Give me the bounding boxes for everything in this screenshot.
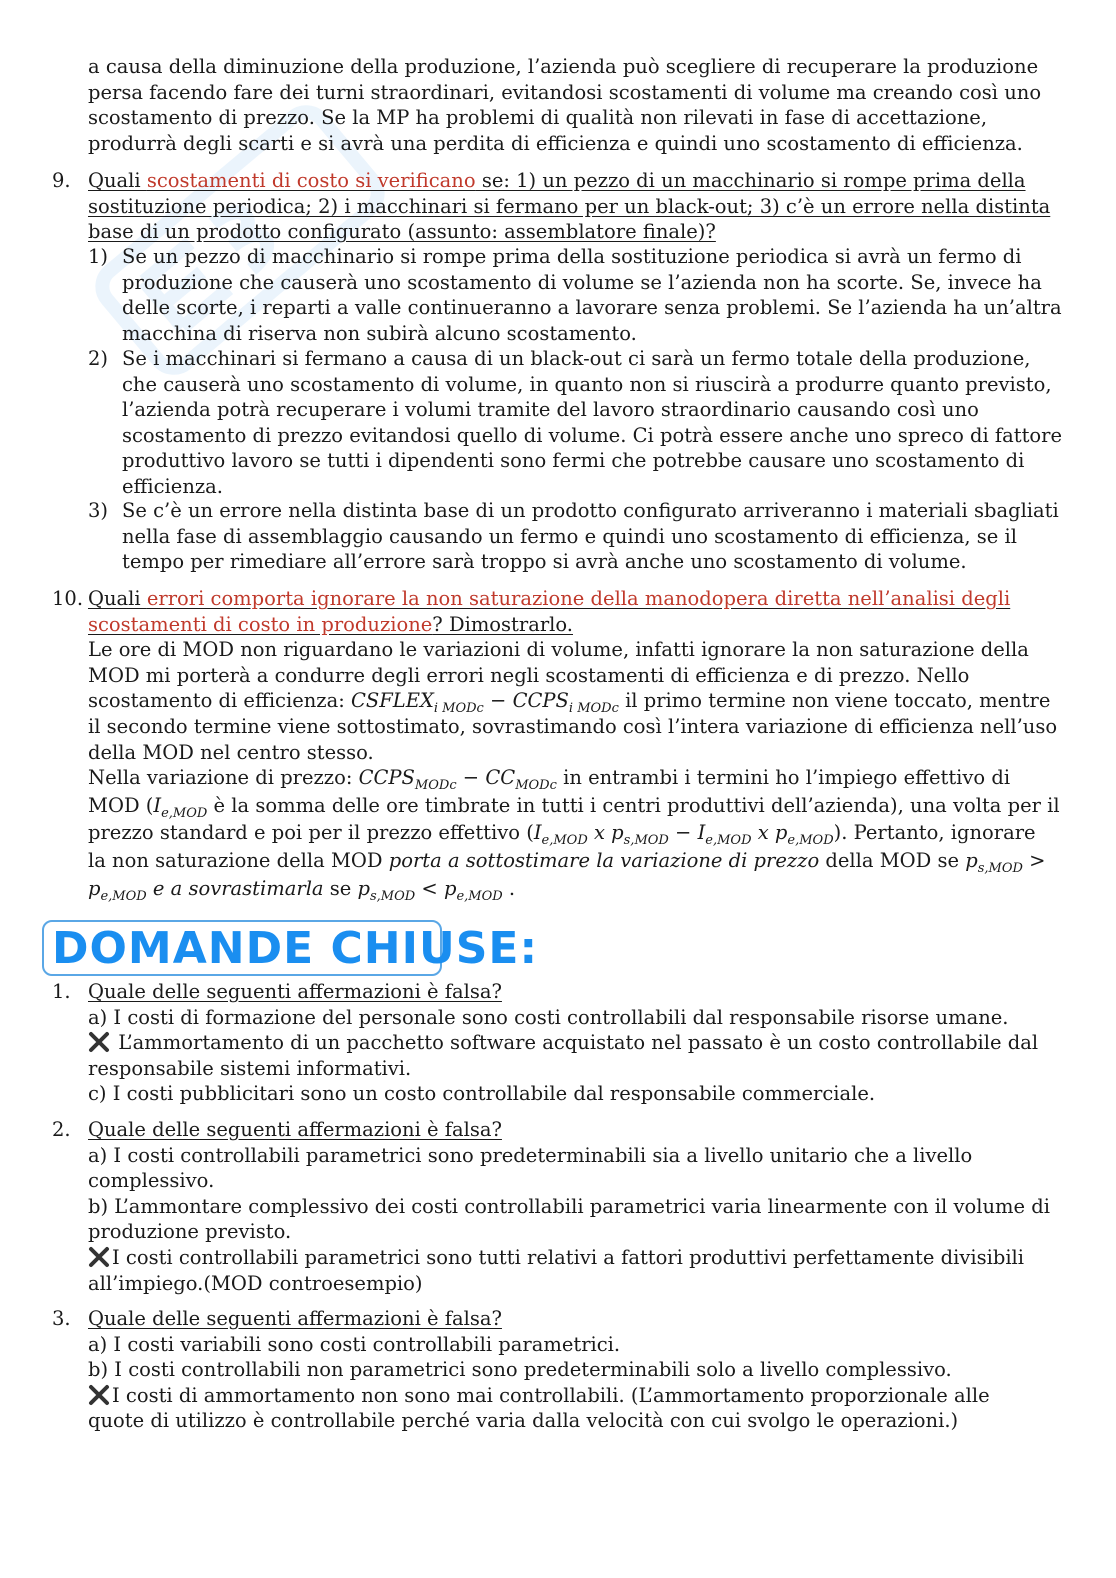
option-b: b) L’ammontare complessivo dei costi controllabili parametrici varia linearmente con il volume di (88, 1194, 1050, 1218)
formula-sub: MODc (414, 778, 457, 794)
formula-sub: s,MOD (370, 888, 416, 904)
question-number: 3. (52, 1307, 71, 1330)
answer-number: 1) (88, 245, 109, 268)
formula (358, 766, 557, 794)
text-line: Se i macchinari si fermano a causa di un black-out ci sarà un fermo totale della produzione, (122, 347, 1031, 370)
x-mark-icon (88, 1031, 110, 1053)
title-highlight: scostamenti di costo si verificano (146, 169, 476, 192)
intro-paragraph (88, 54, 1078, 156)
option-c-cont: quote di utilizzo è controllabile perché varia dalla velocità con cui svolgo le operazioni.) (88, 1409, 959, 1433)
text-line (88, 876, 1078, 902)
text-line (88, 793, 1078, 819)
text-span: in entrambi i termini ho l’impiego effettivo di (556, 766, 1011, 790)
text-line: della MOD nel centro stesso. (88, 740, 374, 764)
formula (350, 689, 619, 717)
text-span: . (502, 876, 516, 900)
text-span: ). Pertanto, ignorare (833, 821, 1036, 845)
question-title-line (88, 586, 1078, 612)
option-text: L’ammortamento di un pacchetto software acquistato nel passato è un costo controllabile dal (112, 1031, 1039, 1055)
closed-question-2 (88, 1117, 1078, 1296)
text-line: macchina di riserva non subirà alcuno scostamento. (122, 321, 637, 345)
option-a: a) I costi variabili sono costi controllabili parametrici. (88, 1332, 621, 1356)
text-line: Se un pezzo di macchinario si rompe prima della sostituzione periodica si avrà un fermo di (122, 245, 1022, 268)
formula-sub: e,MOD (456, 888, 503, 904)
text-line: a causa della diminuzione della produzione, l’azienda può scegliere di recuperare la produzione (88, 55, 1039, 78)
option-a: a) I costi controllabili parametrici sono predeterminabili sia a livello unitario che a livello (88, 1143, 973, 1167)
title-highlight: errori comporta ignorare la non saturazione della manodopera diretta nell’analisi degli (146, 587, 1011, 610)
text-span: della MOD se (819, 848, 966, 872)
text-line (88, 848, 1078, 874)
formula-sub: s,MOD (623, 833, 669, 849)
formula-text: − (456, 766, 486, 790)
option-b (88, 1030, 1078, 1056)
text-span: il primo termine non viene toccato, mentre (618, 689, 1051, 713)
text-line: efficienza. (122, 474, 223, 498)
formula-sub: MODc (515, 778, 557, 794)
text-line: produttivo lavoro se tutti i dipendenti sono fermi che potrebbe causare uno scostamento di (122, 449, 1025, 473)
closed-question-1 (88, 979, 1078, 1107)
formula-text: CCPS (358, 766, 415, 790)
text-line: MOD mi porterà a condurre degli errori negli scostamenti di efficienza e di prezzo. Nello (88, 663, 970, 687)
formula-text: CSFLEX (350, 689, 434, 713)
formula-text: CCPS (512, 689, 569, 713)
option-b: b) I costi controllabili non parametrici sono predeterminabili solo a livello complessivo. (88, 1358, 952, 1382)
italic-text: e a sovrastimarla (146, 876, 324, 900)
formula-sub: e,MOD (100, 888, 147, 904)
text-line: l’azienda potrà recuperare i volumi tramite del lavoro straordinario causando così uno (122, 398, 979, 422)
text-span: è la somma delle ore timbrate in tutti i centri produttivi dell’azienda), una volta per il (207, 793, 1060, 817)
question-title: Quale delle seguenti affermazioni è falsa? (88, 980, 502, 1003)
text-line: che causerà uno scostamento di volume, in quanto non si riuscirà a produrre quanto previsto, (122, 372, 1052, 396)
text-line: Le ore di MOD non riguardano le variazioni di volume, infatti ignorare la non saturazione della (88, 638, 1029, 662)
title-text: ? Dimostrarlo. (432, 612, 573, 636)
text-span: se (323, 876, 358, 900)
formula-sub: e,MOD (787, 833, 834, 849)
text-line: delle scorte, i reparti a valle continueranno a lavorare senza problemi. Se l’azienda ha un’altra (122, 296, 1062, 320)
title-text: Quali (88, 587, 147, 610)
option-a-cont: complessivo. (88, 1169, 215, 1193)
formula-text: − (483, 689, 513, 713)
option-text: I costi di ammortamento non sono mai controllabili. (L’ammortamento proporzionale alle (112, 1383, 990, 1407)
option-a: a) I costi di formazione del personale sono costi controllabili dal responsabile risorse umane. (88, 1005, 1009, 1029)
text-span: Nella variazione di prezzo: (88, 766, 359, 790)
question-title: Quale delle seguenti affermazioni è falsa? (88, 1307, 502, 1330)
answer-3 (122, 498, 1072, 575)
formula-sub: e,MOD (705, 833, 752, 849)
question-number: 2. (52, 1118, 71, 1141)
italic-text: porta a sottostimare la variazione di prezzo (388, 848, 820, 872)
question-10 (88, 586, 1078, 904)
x-mark-icon (88, 1384, 110, 1406)
text-span: la non saturazione della MOD (88, 848, 389, 872)
formula-text: p (443, 876, 457, 900)
formula-text: CC (485, 766, 516, 790)
question-title-line: sostituzione periodica; 2) i macchinari si fermano per un black-out; 3) c’è un errore nella distinta (88, 194, 1051, 218)
formula-text: < (415, 876, 444, 900)
text-line: scostamento di prezzo. Se la MP ha problemi di qualità non rilevati in fase di accettazione, (88, 106, 988, 130)
formula-sub: s,MOD (977, 860, 1023, 876)
text-line: il secondo termine viene sottostimato, sovrastimando così l’intera variazione di efficienza nell’uso (88, 714, 1058, 738)
title-highlight: scostamenti di costo in produzione (88, 612, 433, 636)
option-b-cont: produzione previsto. (88, 1220, 292, 1244)
question-number: 1. (52, 980, 71, 1003)
question-title-line (88, 168, 1078, 194)
answer-2 (122, 346, 1072, 500)
formula (533, 821, 834, 849)
formula-sub: i MODc (433, 701, 484, 717)
question-title-line: base di un prodotto configurato (assunto: assemblatore finale)? (88, 220, 716, 244)
formula-text: − I (668, 821, 706, 845)
text-line (88, 820, 1078, 849)
formula-text: p (965, 848, 978, 872)
text-span: prezzo standard e poi per il prezzo effettivo ( (88, 821, 534, 845)
text-line (88, 765, 1078, 794)
question-title-line (88, 612, 1078, 638)
formula-text: I (533, 821, 542, 845)
text-line: persa facendo fare dei turni straordinari, evitandosi scostamenti di volume ma creando così uno (88, 80, 1042, 104)
formula-text: p (88, 876, 101, 900)
text-line: scostamento di prezzo evitandosi quello di volume. Ci potrà essere anche uno spreco di fattore (122, 423, 1063, 447)
formula-sub: i MODc (568, 701, 619, 717)
title-text: Quali (88, 169, 147, 192)
closed-question-3 (88, 1306, 1078, 1434)
x-mark-icon (88, 1246, 110, 1268)
option-c-cont: all’impiego.(MOD controesempio) (88, 1271, 423, 1295)
option-c: c) I costi pubblicitari sono un costo controllabile dal responsabile commerciale. (88, 1082, 876, 1106)
formula-text: > (1022, 848, 1046, 872)
section-heading: DOMANDE CHIUSE: (52, 923, 539, 974)
formula-text: x p (751, 821, 788, 845)
option-b-cont: responsabile sistemi informativi. (88, 1056, 412, 1080)
answer-number: 2) (88, 347, 109, 370)
answer-1 (122, 244, 1072, 346)
option-text: I costi controllabili parametrici sono tutti relativi a fattori produttivi perfettamente divisibili (112, 1245, 1025, 1269)
option-c (88, 1383, 1078, 1409)
question-number: 10. (52, 587, 84, 610)
question-9-title (88, 168, 1078, 245)
question-title: Quale delle seguenti affermazioni è falsa? (88, 1118, 502, 1141)
text-line: produrrà degli scarti e si avrà una perdita di efficienza e quindi uno scostamento di efficienza. (88, 131, 1023, 155)
formula-sub: e,MOD (541, 833, 588, 849)
formula-text: I (153, 793, 162, 817)
text-line: Se c’è un errore nella distinta base di un prodotto configurato arriveranno i materiali sbagliati (122, 499, 1059, 522)
text-line: tempo per rimediare all’errore sarà troppo si avrà anche uno scostamento di volume. (122, 550, 967, 574)
text-span: scostamento di efficienza: (88, 689, 351, 713)
title-text: se: 1) un pezzo di un macchinario si rompe prima della (475, 169, 1026, 192)
text-line: produzione che causerà uno scostamento di volume se l’azienda non ha scorte. Se, invece ha (122, 270, 1042, 294)
formula-sub: e,MOD (161, 805, 208, 821)
answer-number: 3) (88, 499, 109, 522)
text-line: nella fase di assemblaggio causando un fermo e quindi uno scostamento di efficienza, se il (122, 524, 1017, 548)
formula-text: p (357, 876, 370, 900)
text-span: MOD ( (88, 793, 154, 817)
question-number: 9. (52, 169, 71, 192)
option-c (88, 1245, 1078, 1271)
formula-text: x p (587, 821, 624, 845)
text-line (88, 688, 1078, 717)
